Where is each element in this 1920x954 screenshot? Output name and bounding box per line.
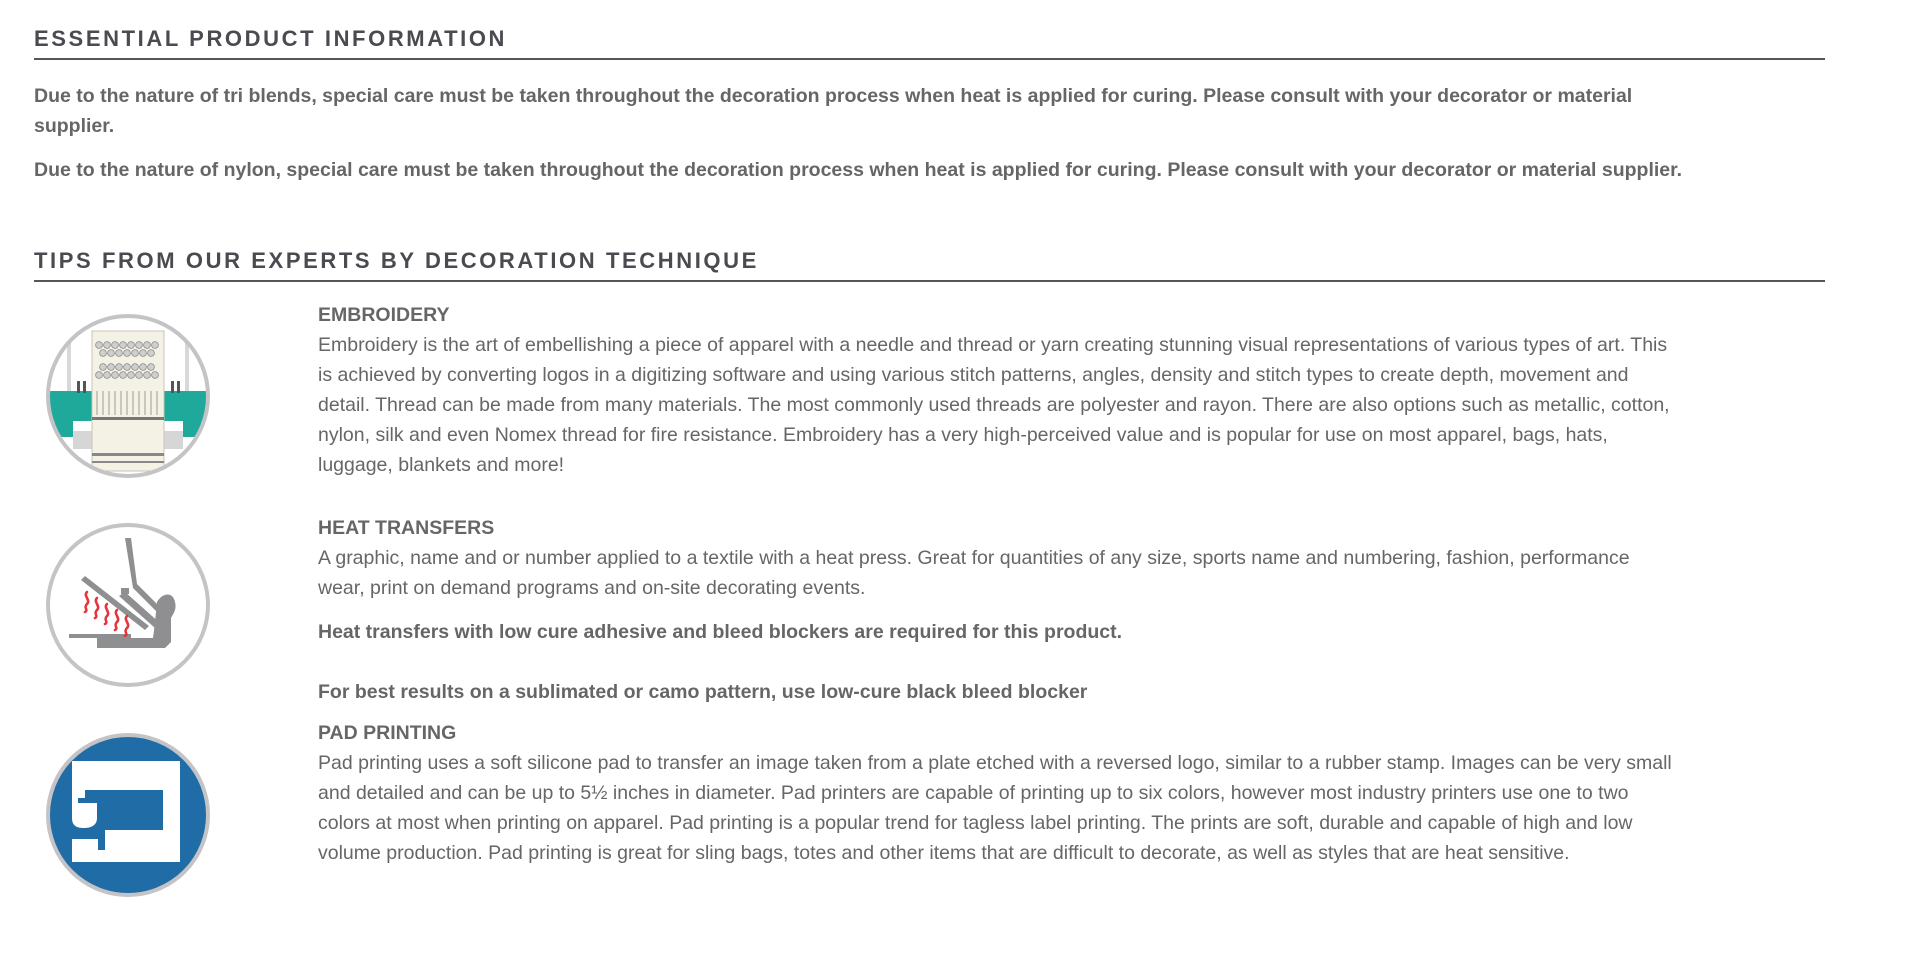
- description-line: and detailed and can be up to 5½ inches in diameter. Pad printers are capable of printing up to six colors, however most industry printers use one to two: [318, 782, 1629, 804]
- description-line: colors at most when printing on apparel. Pad printing is a popular trend for tagless label printing. The prints are soft, durable and capable of high and low: [318, 812, 1633, 834]
- description-line: Pad printing uses a soft silicone pad to transfer an image taken from a plate etched with a reversed logo, similar to a rubber stamp. Images can be very small: [318, 752, 1672, 774]
- technique-title: PAD PRINTING: [318, 722, 457, 744]
- description-line: Embroidery is the art of embellishing a piece of apparel with a needle and thread or yarn creating stunning visual representations of various types of art. This: [318, 334, 1668, 356]
- technique-description: [318, 748, 1798, 868]
- description-line: volume production. Pad printing is great for sling bags, totes and other items that are difficult to decorate, as well as styles that are heat sensitive.: [318, 842, 1570, 864]
- tips-heading: TIPS FROM OUR EXPERTS BY DECORATION TECHNIQUE: [34, 248, 759, 273]
- notice-line: Due to the nature of nylon, special care must be taken throughout the decoration process when heat is applied for curing. Please consult with your decorator or material supplier.: [34, 159, 1683, 181]
- embroidery-machine-icon: [45, 313, 211, 479]
- pad-printer-icon: [45, 732, 211, 898]
- description-line: luggage, blankets and more!: [318, 454, 565, 476]
- technique-embroidery: [318, 300, 1798, 480]
- technique-description: [318, 543, 1798, 603]
- technique-pad-printing: [318, 718, 1798, 868]
- nylon-care-notice: [34, 155, 1834, 185]
- notice-line: Due to the nature of tri blends, special care must be taken throughout the decoration process when heat is applied for curing. Please consult with your decorator or material: [34, 85, 1633, 107]
- description-line: A graphic, name and or number applied to a textile with a heat press. Great for quantities of any size, sports name and numbering, fashion, performance: [318, 547, 1630, 569]
- description-line: is achieved by converting logos in a digitizing software and using various stitch patterns, angles, density and stitch types to create depth, movement and: [318, 364, 1629, 386]
- tips-divider: [34, 280, 1825, 282]
- low-cure-requirement-note: Heat transfers with low cure adhesive and bleed blockers are required for this product.: [318, 621, 1123, 643]
- technique-title: EMBROIDERY: [318, 304, 450, 326]
- bleed-blocker-tip-note: For best results on a sublimated or camo pattern, use low-cure black bleed blocker: [318, 681, 1088, 703]
- essential-info-divider: [34, 58, 1825, 60]
- description-line: detail. Thread can be made from many materials. The most commonly used threads are polyester and rayon. There are also options such as metallic, cotton,: [318, 394, 1670, 416]
- heat-press-icon: [45, 522, 211, 688]
- description-line: nylon, silk and even Nomex thread for fire resistance. Embroidery has a very high-perceived value and is popular for use on most apparel, bags, hats,: [318, 424, 1608, 446]
- tri-blend-care-notice: [34, 81, 1834, 141]
- description-line: wear, print on demand programs and on-site decorating events.: [318, 577, 866, 599]
- essential-info-heading: ESSENTIAL PRODUCT INFORMATION: [34, 26, 508, 51]
- technique-description: [318, 330, 1798, 480]
- technique-title: HEAT TRANSFERS: [318, 517, 495, 539]
- notice-line: supplier.: [34, 115, 115, 137]
- technique-heat-transfers: [318, 513, 1798, 707]
